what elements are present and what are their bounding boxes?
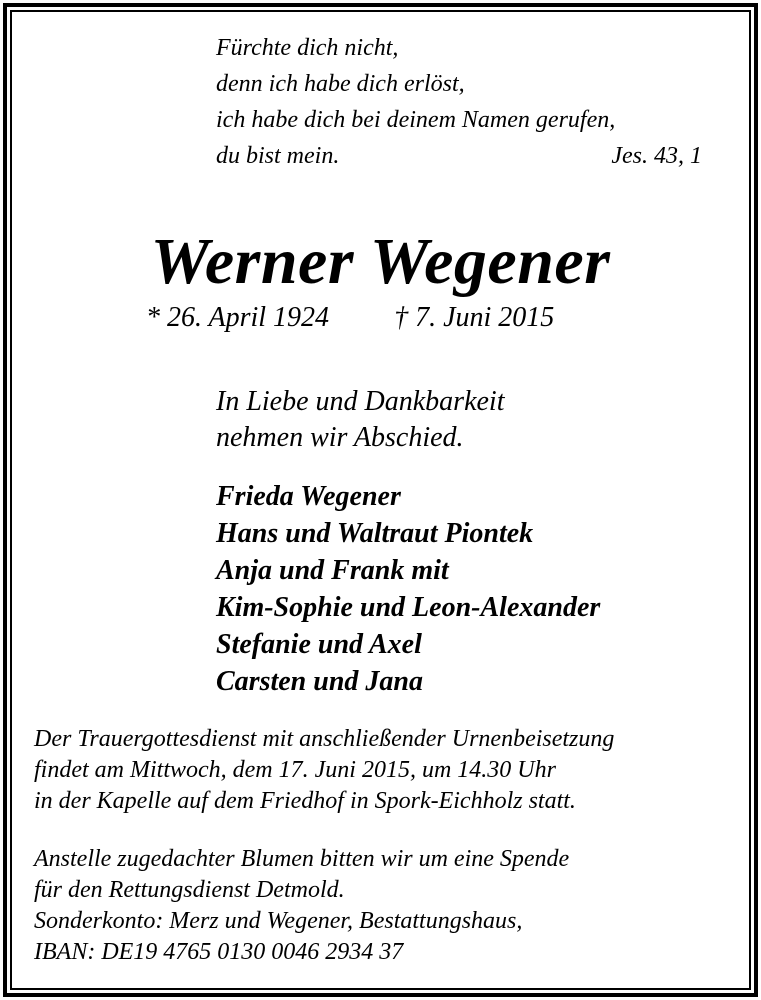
mourner-name: Stefanie und Axel (216, 629, 422, 660)
mourner-name: Carsten und Jana (216, 666, 423, 697)
mourner-name: Kim-Sophie und Leon-Alexander (216, 592, 601, 623)
verse-line: ich habe dich bei deinem Namen gerufen, (216, 107, 616, 133)
mourners-list (216, 478, 600, 700)
life-dates (146, 300, 554, 336)
deceased-name: Werner Wegener (150, 225, 611, 298)
farewell-text (216, 384, 505, 456)
farewell-line: nehmen wir Abschied. (216, 422, 464, 453)
donation-line: IBAN: DE19 4765 0130 0046 2934 37 (34, 939, 404, 965)
bible-verse (216, 30, 702, 174)
service-line: in der Kapelle auf dem Friedhof in Spork-Eichholz statt. (34, 788, 576, 814)
donation-line: Sonderkonto: Merz und Wegener, Bestattungshaus, (34, 908, 523, 934)
mourner-name: Anja und Frank mit (216, 555, 449, 586)
mourner-name: Hans und Waltraut Piontek (216, 518, 534, 549)
birth-date: * 26. April 1924 (146, 302, 330, 333)
verse-line: denn ich habe dich erlöst, (216, 71, 465, 97)
funeral-service-info (34, 724, 614, 817)
donation-line: für den Rettungsdienst Detmold. (34, 877, 345, 903)
verse-reference: Jes. 43, 1 (611, 143, 702, 169)
verse-line: Fürchte dich nicht, (216, 35, 399, 61)
service-line: findet am Mittwoch, dem 17. Juni 2015, um 14.30 Uhr (34, 757, 556, 783)
donation-line: Anstelle zugedachter Blumen bitten wir um eine Spende (34, 846, 570, 872)
service-line: Der Trauergottesdienst mit anschließender Urnenbeisetzung (34, 726, 615, 752)
death-date: † 7. Juni 2015 (394, 302, 555, 333)
mourner-name: Frieda Wegener (216, 481, 401, 512)
verse-line: du bist mein. (216, 143, 340, 169)
donation-info (34, 844, 569, 968)
verse-last-line (216, 138, 702, 174)
farewell-line: In Liebe und Dankbarkeit (216, 386, 505, 417)
